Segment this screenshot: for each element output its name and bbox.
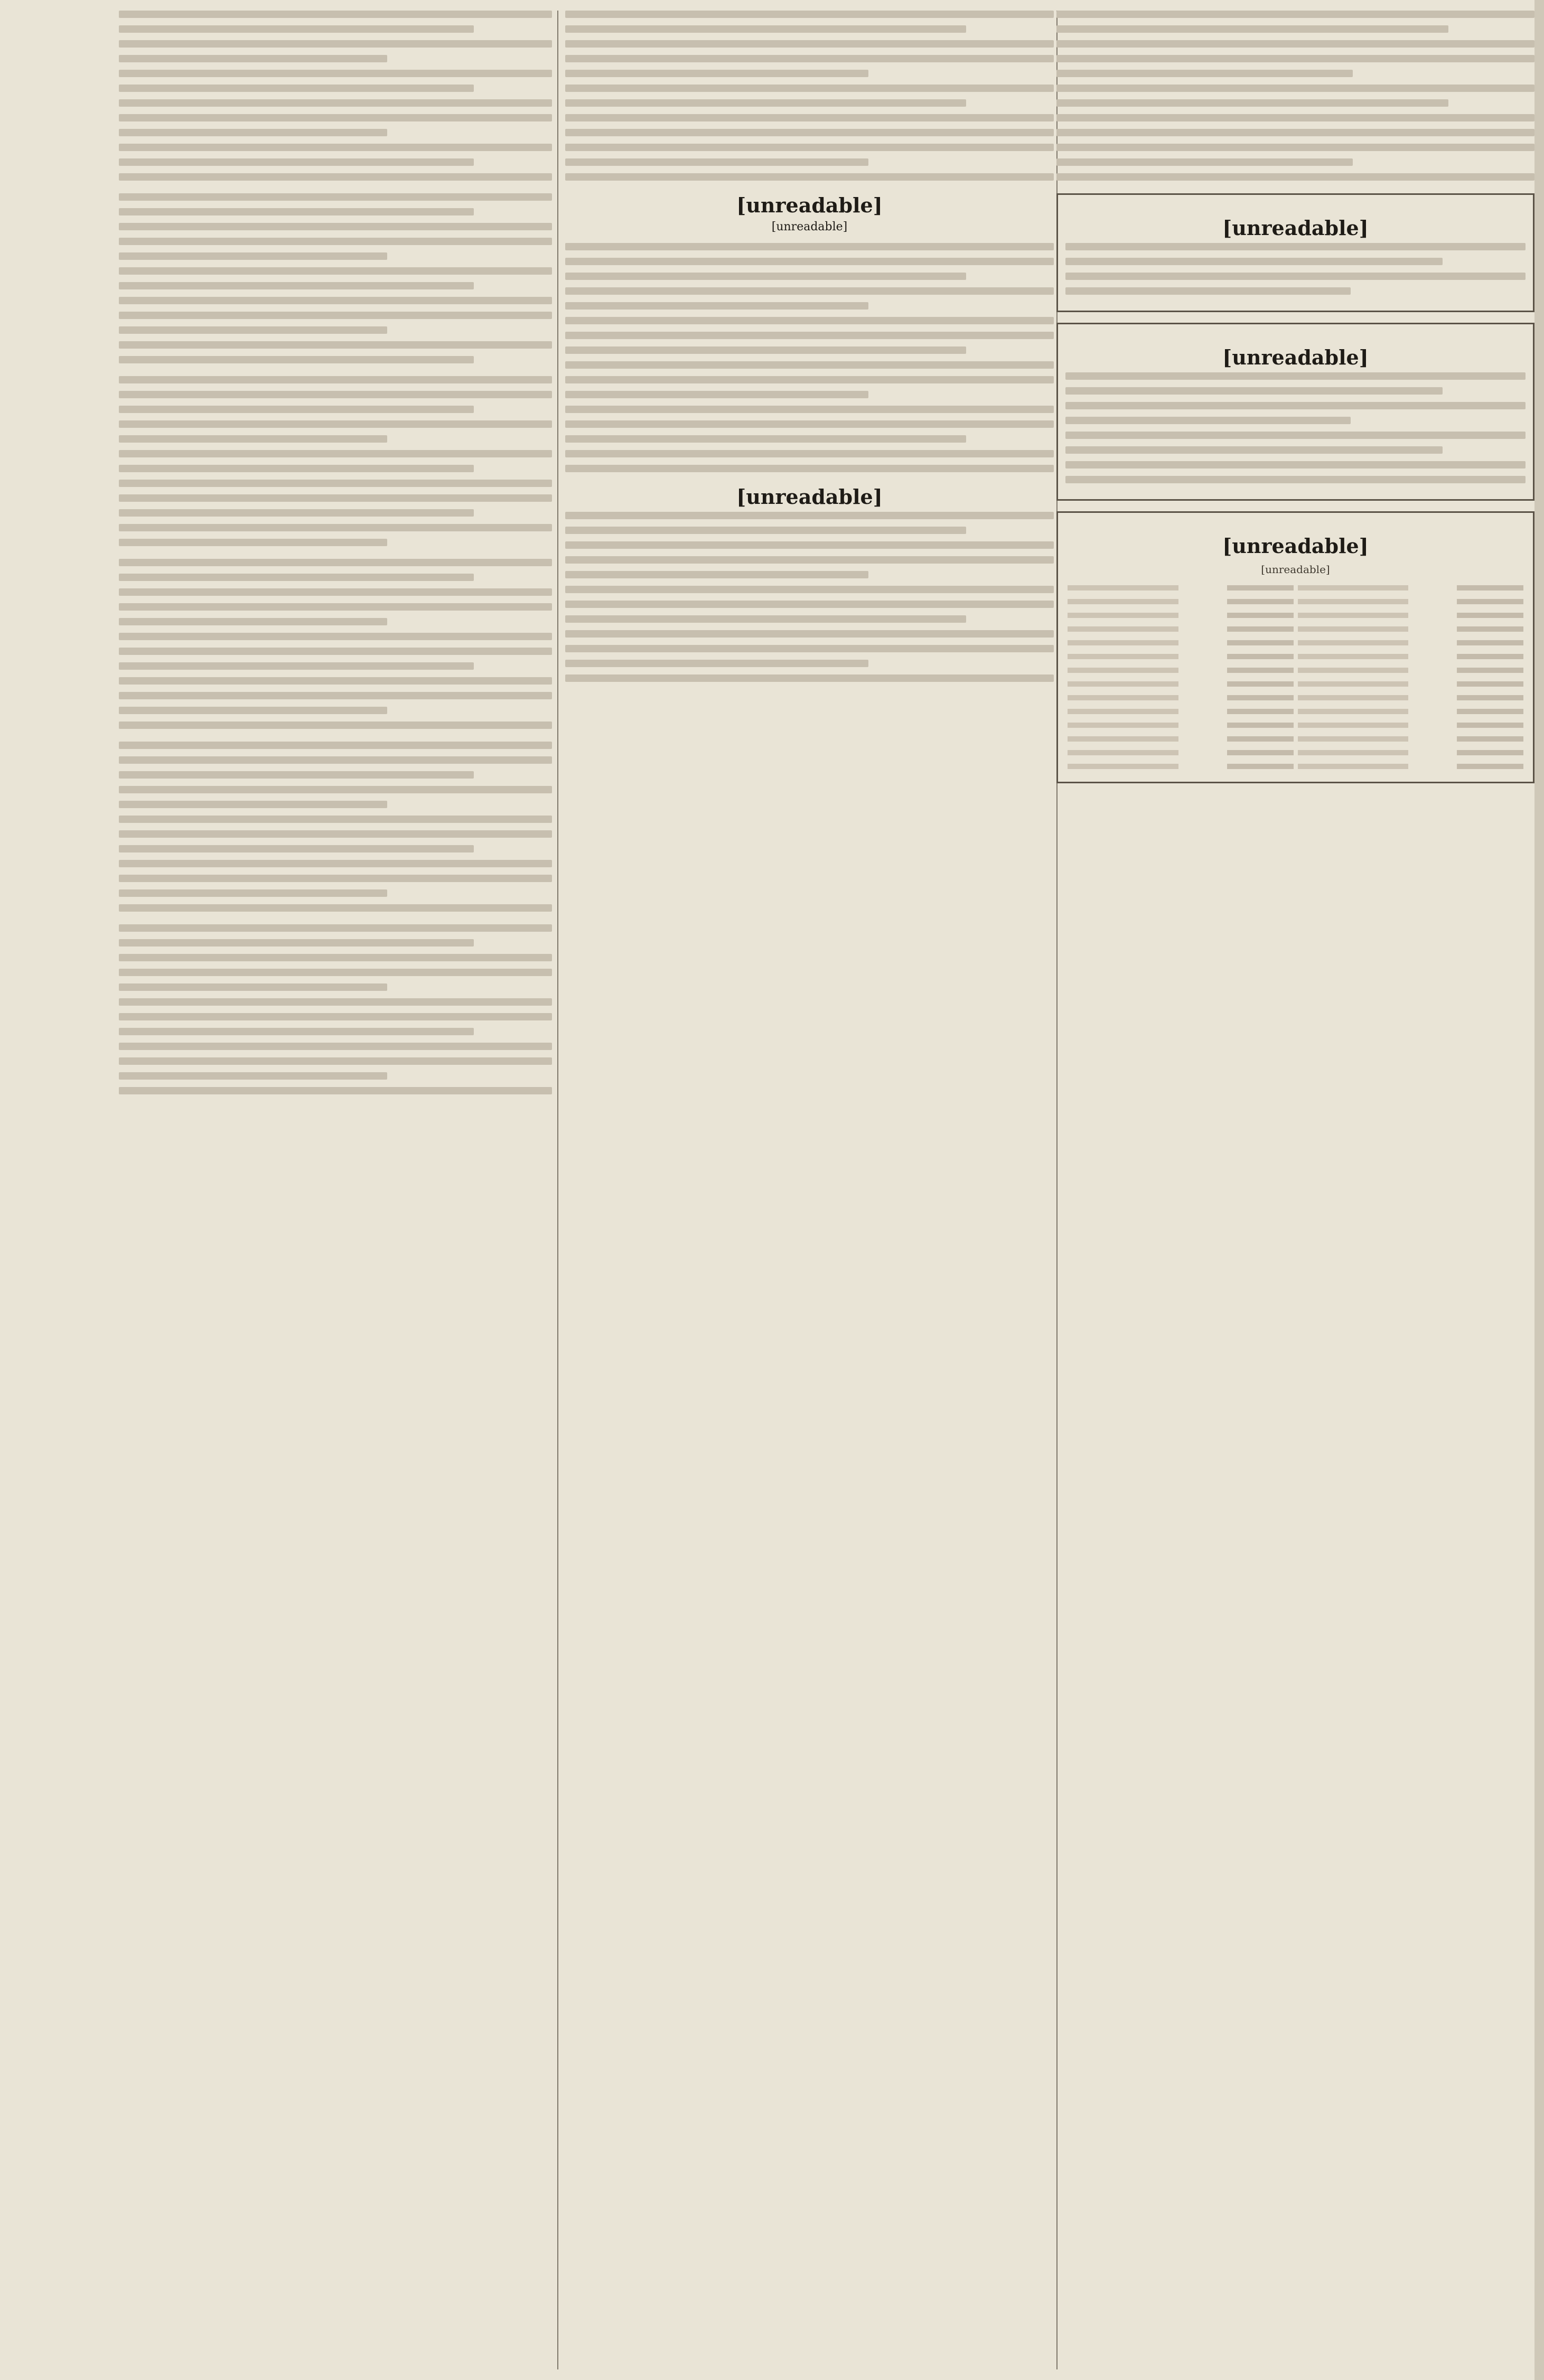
stock-row <box>1065 746 1526 760</box>
stock-row <box>1065 705 1526 718</box>
stock-row <box>1065 760 1526 773</box>
article-block-5 <box>119 742 552 912</box>
stock-row <box>1065 581 1526 595</box>
stock-row <box>1065 595 1526 608</box>
reichsgericht-heading: [unreadable] <box>736 193 883 217</box>
article-block-8 <box>1056 11 1534 181</box>
stock-row <box>1065 650 1526 663</box>
article-block-2 <box>119 193 552 363</box>
familie-heading: [unreadable] <box>1222 216 1369 240</box>
family-news-box <box>1056 193 1534 312</box>
page-edge <box>1534 0 1544 2380</box>
article-block-4 <box>119 559 552 729</box>
column-1 <box>119 11 552 2369</box>
vermischtes-heading: [unreadable] <box>736 485 883 509</box>
stock-row <box>1065 718 1526 732</box>
reichsgericht-article <box>565 243 1054 472</box>
column-3 <box>1056 11 1534 2369</box>
stock-row <box>1065 677 1526 691</box>
reichsgericht-subheading: [unreadable] <box>771 220 848 233</box>
stock-row <box>1065 608 1526 622</box>
column-2 <box>565 11 1054 2369</box>
stock-row <box>1065 691 1526 705</box>
article-block-1 <box>119 11 552 181</box>
article-block-7 <box>565 11 1054 181</box>
stock-table <box>1065 581 1526 773</box>
stock-row <box>1065 732 1526 746</box>
stock-report-box <box>1056 511 1534 783</box>
vermischtes-article <box>565 512 1054 682</box>
stock-report-subtitle: [unreadable] <box>1261 563 1330 576</box>
kurs-heading: [unreadable] <box>1222 534 1369 558</box>
briefkasten-box <box>1056 323 1534 501</box>
briefkasten-heading: [unreadable] <box>1222 345 1369 369</box>
stock-row <box>1065 663 1526 677</box>
article-block-6 <box>119 924 552 1094</box>
column-divider-1 <box>557 11 558 2369</box>
stock-row <box>1065 636 1526 650</box>
stock-row <box>1065 622 1526 636</box>
article-block-3 <box>119 376 552 546</box>
